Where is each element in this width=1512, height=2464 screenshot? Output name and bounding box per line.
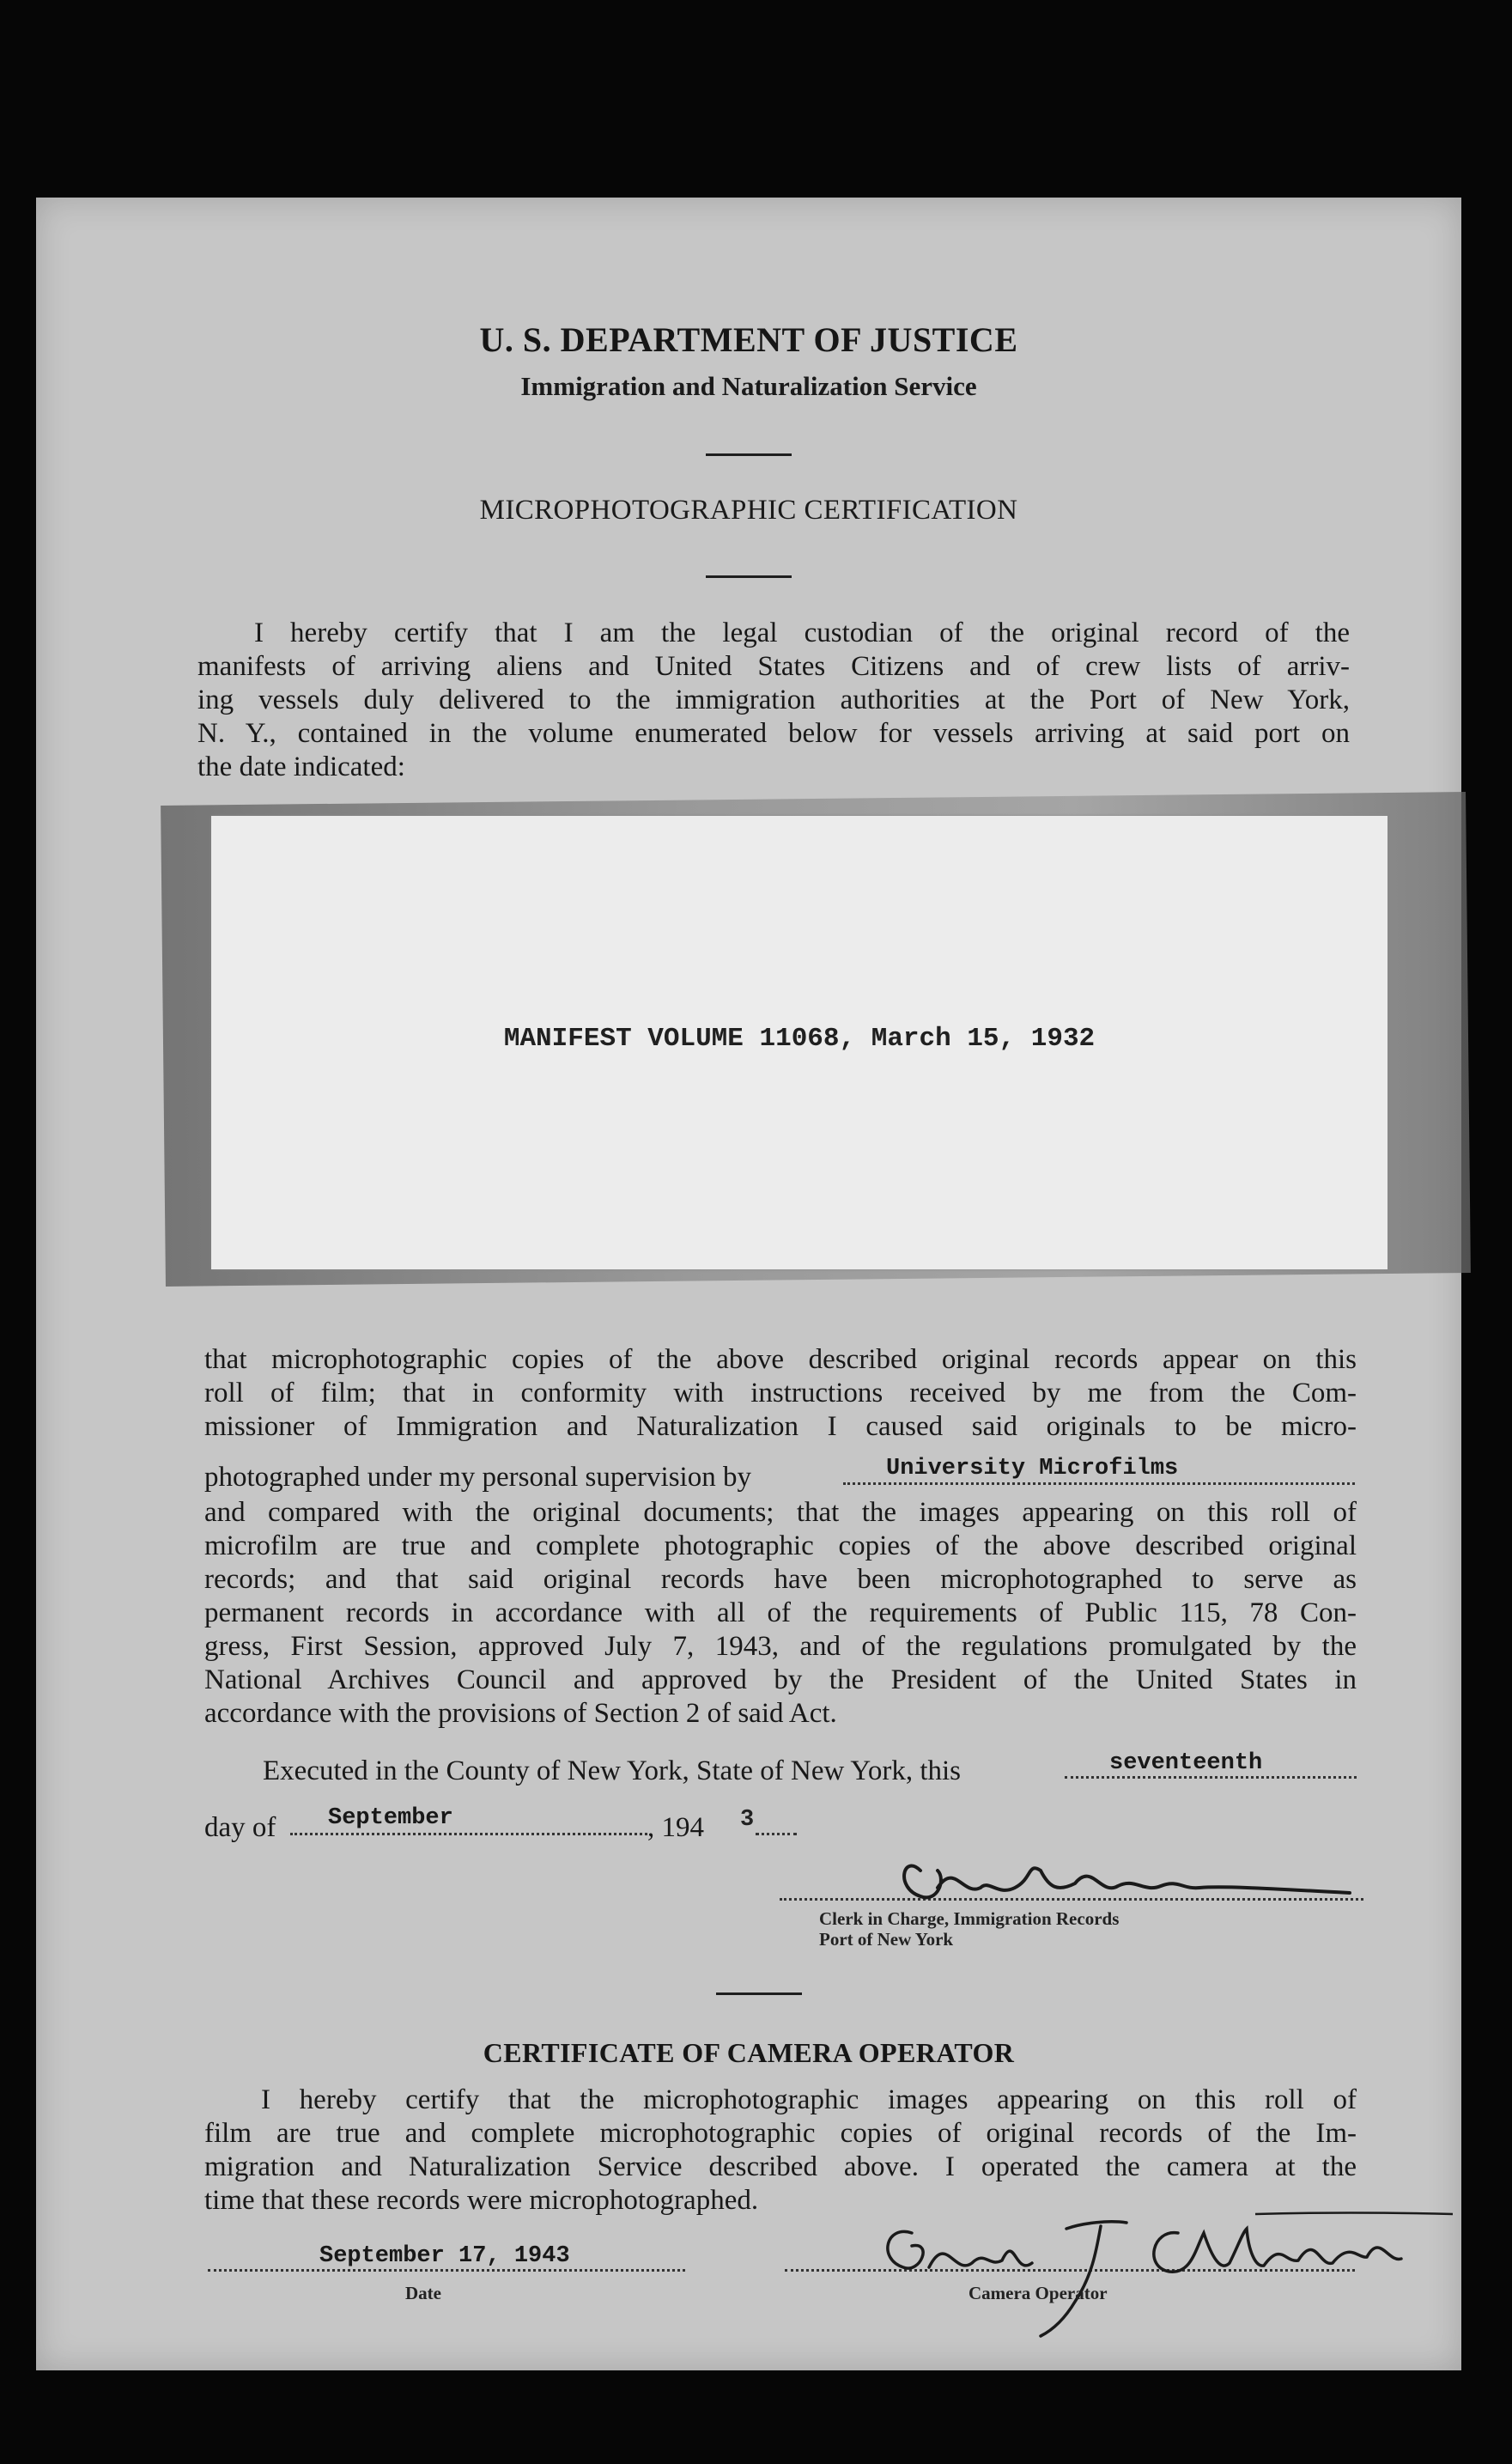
certificate-sheet xyxy=(36,198,1461,2370)
body-line: permanent records in accordance with all of the requirements of Public 115, 78 Con- xyxy=(204,1597,1357,1628)
department-title: U. S. DEPARTMENT OF JUSTICE xyxy=(479,320,1018,359)
body-line: microfilm are true and complete photographic copies of the above described original xyxy=(204,1530,1357,1561)
service-subtitle: Immigration and Naturalization Service xyxy=(520,371,977,401)
body-line: and compared with the original documents; that the images appearing on this roll of xyxy=(204,1497,1357,1528)
clerk-signature xyxy=(886,1836,1367,1913)
camera-line: migration and Naturalization Service described above. I operated the camera at the xyxy=(204,2151,1357,2182)
body-line: National Archives Council and approved by the President of the United States in xyxy=(204,1664,1357,1695)
operator-signature xyxy=(852,2181,1470,2345)
year-prefix: , 194 xyxy=(647,1812,704,1843)
day-value: seventeenth xyxy=(1109,1750,1263,1776)
month-dotted-line xyxy=(290,1833,647,1835)
body-line: missioner of Immigration and Naturalization I caused said originals to be micro- xyxy=(204,1411,1357,1442)
intro-line: manifests of arriving aliens and United States Citizens and of crew lists of arriv- xyxy=(197,651,1350,682)
clerk-title-line2: Port of New York xyxy=(819,1929,954,1950)
certification-title: MICROPHOTOGRAPHIC CERTIFICATION xyxy=(479,495,1018,526)
divider-1 xyxy=(706,453,792,456)
day-of-label: day of xyxy=(204,1812,276,1843)
executed-text: Executed in the County of New York, State of New York, this xyxy=(263,1755,962,1786)
body-paragraph-b xyxy=(204,1496,1357,1731)
month-value: September xyxy=(328,1805,453,1831)
camera-line: film are true and complete microphotographic copies of original records of the Im- xyxy=(204,2118,1357,2149)
manifest-card xyxy=(211,816,1388,1269)
body-line: that microphotographic copies of the above described original records appear on this xyxy=(204,1344,1357,1375)
camera-operator-label: Camera Operator xyxy=(969,2283,1108,2303)
intro-line: the date indicated: xyxy=(197,751,405,782)
year-dotted-line xyxy=(756,1833,797,1835)
clerk-title-line1: Clerk in Charge, Immigration Records xyxy=(819,1908,1120,1929)
intro-line: N. Y., contained in the volume enumerated below for vessels arriving at said port on xyxy=(197,718,1350,749)
body-line: gress, First Session, approved July 7, 1943, and of the regulations promulgated by the xyxy=(204,1631,1357,1662)
supervision-value: University Microfilms xyxy=(886,1456,1179,1481)
intro-paragraph xyxy=(197,617,1350,784)
date-value: September 17, 1943 xyxy=(319,2243,570,2269)
divider-2 xyxy=(706,575,792,578)
camera-operator-heading: CERTIFICATE OF CAMERA OPERATOR xyxy=(483,2037,1015,2068)
supervision-dotted-line xyxy=(843,1482,1355,1485)
date-label: Date xyxy=(405,2283,441,2303)
camera-line: time that these records were microphotographed. xyxy=(204,2185,759,2216)
body-line: accordance with the provisions of Section 2 of said Act. xyxy=(204,1698,837,1729)
day-dotted-line xyxy=(1065,1776,1357,1779)
body-line: records; and that said original records have been microphotographed to serve as xyxy=(204,1564,1357,1595)
intro-line: ing vessels duly delivered to the immigration authorities at the Port of New York, xyxy=(197,684,1350,715)
supervision-prefix: photographed under my personal supervision by xyxy=(204,1462,751,1493)
camera-line: I hereby certify that the microphotographic images appearing on this roll of xyxy=(261,2084,1357,2115)
year-digit: 3 xyxy=(740,1807,755,1833)
date-dotted-line xyxy=(208,2269,685,2272)
manifest-volume-text: MANIFEST VOLUME 11068, March 15, 1932 xyxy=(503,1024,1096,1054)
divider-3 xyxy=(716,1992,802,1995)
body-paragraph-a xyxy=(204,1343,1357,1444)
intro-line: I hereby certify that I am the legal custodian of the original record of the xyxy=(254,618,1350,648)
body-line: roll of film; that in conformity with instructions received by me from the Com- xyxy=(204,1378,1357,1408)
